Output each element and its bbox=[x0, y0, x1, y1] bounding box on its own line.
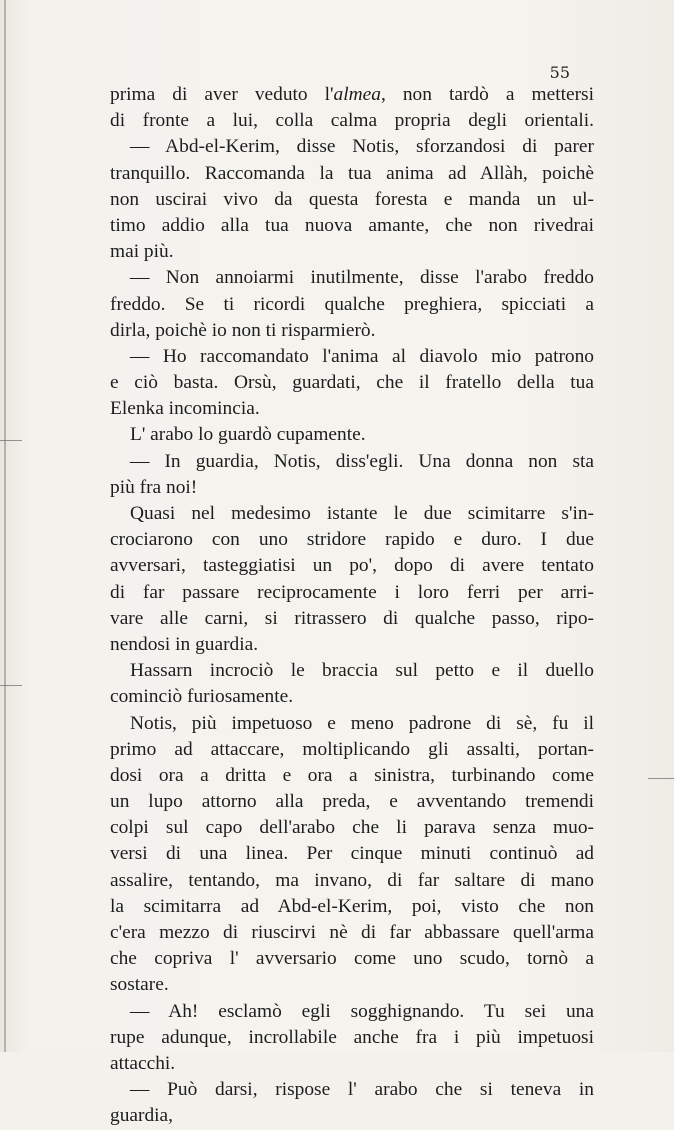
text-line bbox=[110, 1051, 594, 1077]
text-line bbox=[110, 134, 594, 160]
text-line bbox=[110, 475, 594, 501]
line-text: timo addio alla tua nuova amante, che non rivedrai bbox=[110, 214, 594, 236]
text-line bbox=[110, 684, 594, 710]
text-line bbox=[110, 108, 594, 134]
line-text: — Abd-el-Kerim, disse Notis, sforzandosi di parer bbox=[130, 136, 594, 158]
line-text: Notis, più impetuoso e meno padrone di sè, fu il bbox=[130, 712, 594, 734]
line-text: un lupo attorno alla preda, e avventando tremendi bbox=[110, 791, 594, 813]
text-line bbox=[110, 1103, 594, 1129]
line-text: versi di una linea. Per cinque minuti continuò ad bbox=[110, 843, 594, 865]
body-text bbox=[110, 82, 594, 1130]
text-line bbox=[110, 501, 594, 527]
line-text: cominciò furiosamente. bbox=[110, 686, 294, 708]
text-line bbox=[110, 239, 594, 265]
text-line bbox=[110, 82, 594, 108]
line-text: di far passare reciprocamente i loro ferri per arri- bbox=[110, 581, 594, 603]
line-text: e ciò basta. Orsù, guardati, che il fratello della tua bbox=[110, 372, 594, 394]
line-text: la scimitarra ad Abd-el-Kerim, poi, visto che non bbox=[110, 895, 594, 917]
text-line bbox=[110, 318, 594, 344]
text-line bbox=[110, 711, 594, 737]
text-line bbox=[110, 580, 594, 606]
text-line bbox=[110, 894, 594, 920]
edge-mark-right bbox=[648, 778, 674, 779]
text-line bbox=[110, 789, 594, 815]
line-text: — Può darsi, rispose l' arabo che si teneva in bbox=[130, 1079, 594, 1101]
text-line bbox=[110, 344, 594, 370]
line-text: che copriva l' avversario come uno scudo, tornò a bbox=[110, 948, 594, 970]
line-text-after: , non tardò a mettersi bbox=[380, 84, 594, 105]
text-line bbox=[110, 1025, 594, 1051]
text-line bbox=[110, 370, 594, 396]
text-line bbox=[110, 658, 594, 684]
text-line bbox=[110, 972, 594, 998]
text-line bbox=[110, 422, 594, 448]
text-line bbox=[110, 292, 594, 318]
line-text: prima di aver veduto l' bbox=[110, 84, 334, 105]
line-text: nendosi in guardia. bbox=[110, 633, 259, 655]
text-line bbox=[110, 527, 594, 553]
edge-mark-left-2 bbox=[0, 685, 22, 686]
line-text: attacchi. bbox=[110, 1052, 176, 1074]
line-text: dirla, poichè io non ti risparmierò. bbox=[110, 319, 376, 341]
text-line bbox=[110, 946, 594, 972]
line-text: freddo. Se ti ricordi qualche preghiera, spicciati a bbox=[110, 293, 594, 315]
text-line bbox=[110, 187, 594, 213]
line-text: — In guardia, Notis, diss'egli. Una donna non sta bbox=[130, 450, 594, 472]
line-text: — Non annoiarmi inutilmente, disse l'arabo freddo bbox=[130, 267, 594, 289]
text-line bbox=[110, 632, 594, 658]
text-line bbox=[110, 763, 594, 789]
line-emphasis: almea bbox=[333, 84, 381, 105]
line-text: tranquillo. Raccomanda la tua anima ad Allàh, poichè bbox=[110, 162, 594, 184]
line-text: avversari, tasteggiatisi un po', dopo di avere tentato bbox=[110, 555, 594, 577]
text-line bbox=[110, 737, 594, 763]
line-text: rupe adunque, incrollabile anche fra i più impetuosi bbox=[110, 1026, 594, 1048]
line-text: colpi sul capo dell'arabo che li parava senza muo- bbox=[110, 817, 594, 839]
text-line bbox=[110, 161, 594, 187]
text-line bbox=[110, 213, 594, 239]
text-line bbox=[110, 449, 594, 475]
page-number: 55 bbox=[549, 63, 570, 82]
line-text: non uscirai vivo da questa foresta e manda un ul- bbox=[110, 188, 594, 210]
line-text: dosi ora a dritta e ora a sinistra, turbinando come bbox=[110, 764, 594, 786]
text-line bbox=[110, 396, 594, 422]
line-text: — Ah! esclamò egli sogghignando. Tu sei una bbox=[130, 1000, 594, 1022]
text-line bbox=[110, 606, 594, 632]
line-text: — Ho raccomandato l'anima al diavolo mio patrono bbox=[130, 345, 594, 367]
line-text: più fra noi! bbox=[110, 476, 198, 498]
page-fold-line bbox=[4, 0, 6, 1052]
line-text: Quasi nel medesimo istante le due scimitarre s'in- bbox=[130, 503, 594, 524]
text-line bbox=[110, 815, 594, 841]
text-line bbox=[110, 920, 594, 946]
text-line bbox=[110, 999, 594, 1025]
text-line bbox=[110, 868, 594, 894]
text-line bbox=[110, 1077, 594, 1103]
text-line bbox=[110, 553, 594, 579]
line-text: crociarono con uno stridore rapido e duro. I due bbox=[110, 529, 594, 551]
edge-mark-left-1 bbox=[0, 440, 22, 441]
line-text: mai più. bbox=[110, 241, 174, 263]
line-text: di fronte a lui, colla calma propria degli orientali. bbox=[110, 110, 594, 132]
line-text: c'era mezzo di riuscirvi nè di far abbassare quell'arma bbox=[110, 922, 594, 943]
line-text: Elenka incomincia. bbox=[110, 398, 260, 420]
text-line bbox=[110, 265, 594, 291]
line-text: guardia, bbox=[110, 1105, 173, 1127]
line-text: Hassarn incrociò le braccia sul petto e il duello bbox=[130, 660, 594, 682]
line-text: L' arabo lo guardò cupamente. bbox=[130, 424, 366, 446]
line-text: assalire, tentando, ma invano, di far saltare di mano bbox=[110, 869, 594, 891]
text-line bbox=[110, 841, 594, 867]
line-text: sostare. bbox=[110, 974, 169, 996]
line-text: primo ad attaccare, moltiplicando gli assalti, portan- bbox=[110, 738, 594, 760]
line-text: vare alle carni, si ritrassero di qualche passo, ripo- bbox=[110, 607, 594, 629]
